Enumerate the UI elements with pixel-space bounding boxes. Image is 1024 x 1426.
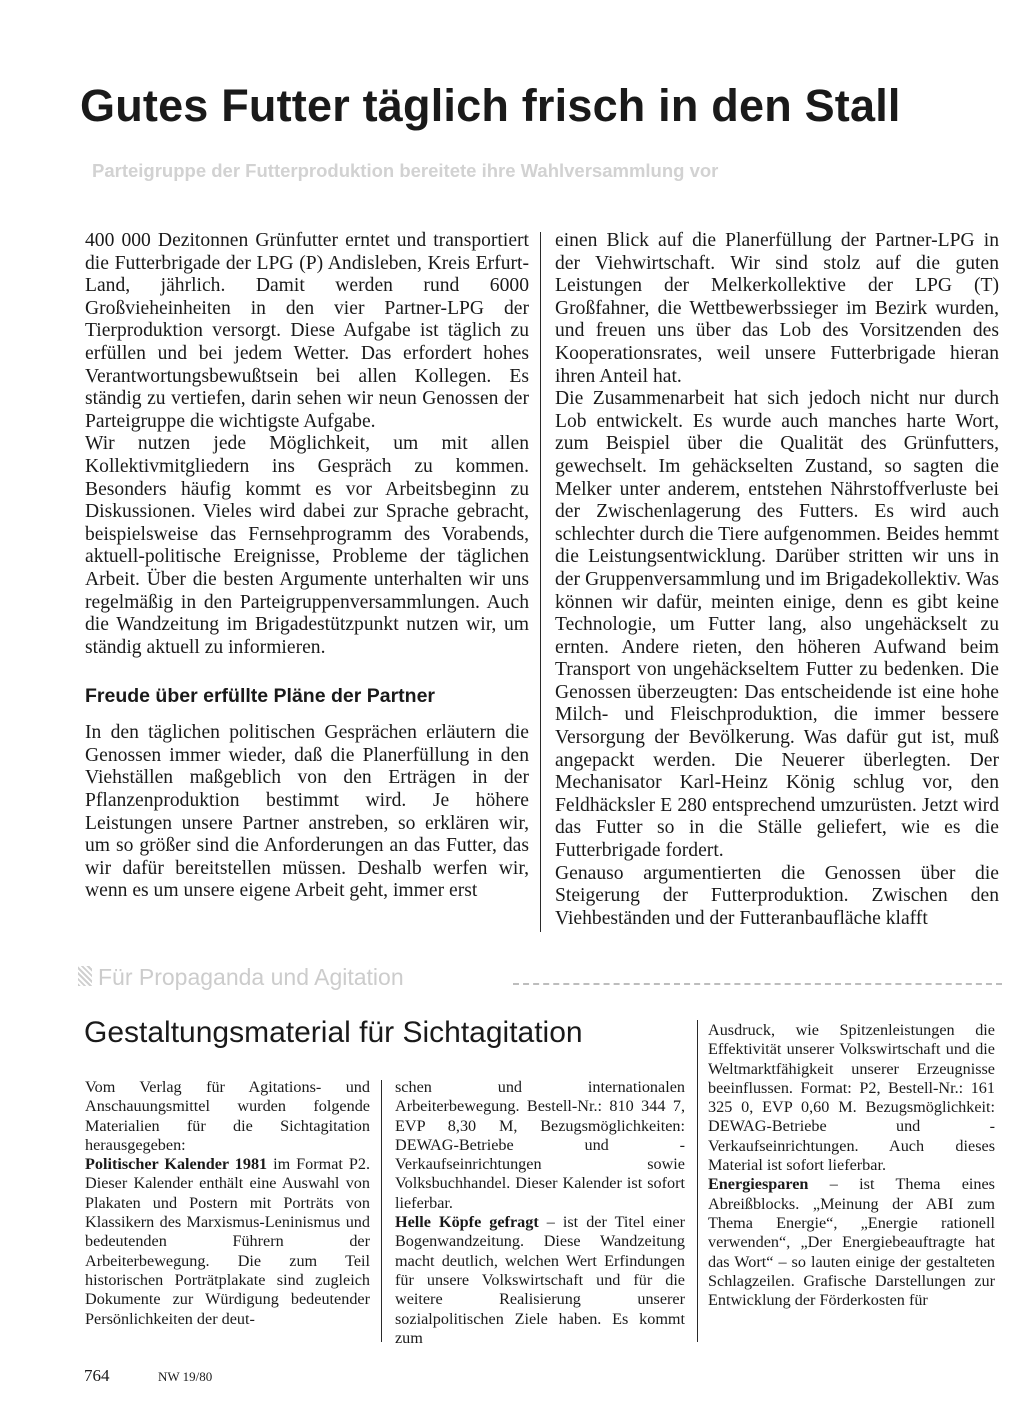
- item-title: Politischer Kalender 1981: [85, 1155, 268, 1174]
- article-column-left: [85, 230, 529, 903]
- paragraph: [395, 1213, 685, 1348]
- item-title: Energiesparen: [708, 1175, 809, 1194]
- paragraph: Ausdruck, wie Spitzenleistungen die Effektivität unserer Volkswirtschaft und die Weltmarktfähigkeit unserer Erzeugnisse beeinflussen. Format: P2, Bestell-Nr.: 161 325 0, EVP 0,60 M. Bezugsmöglichkeit: DEWAG-Betriebe und -Verkaufseinrichtungen. Auch dieses Material ist sofort lieferbar.: [708, 1021, 995, 1175]
- column-divider: [540, 232, 541, 932]
- paragraph: In den täglichen politischen Gesprächen erläutern die Genossen immer wieder, daß die Planerfüllung in den Viehställen maßgeblich von den Erträgen in der Pflanzenproduktion bestimmt wird. Je höhere Leistungen unsere Partner anstreben, so erklären wir, um so größer sind die Anforderungen an das Futter, das wir dafür bereitstellen müssen. Deshalb werfen wir, wenn es um unsere eigene Arbeit geht, immer erst: [85, 722, 529, 902]
- article-headline: Gutes Futter täglich frisch in den Stall: [80, 80, 901, 131]
- item-title: Helle Köpfe gefragt: [395, 1213, 539, 1232]
- paragraph: Genauso argumentierten die Genossen über die Steigerung der Futterproduktion. Zwischen den Viehbeständen und der Futteranbaufläche klafft: [555, 862, 999, 929]
- article2-column-1: [85, 1078, 370, 1329]
- paragraph: [85, 1155, 370, 1329]
- item-text: im Format P2. Dieser Kalender enthält eine Auswahl von Plakaten und Postern mit Porträts von Klassikern des Marxismus-Leninismus und bedeutenden Führern der Arbeiterbewegung. Die zum Teil historischen Porträtplakate sind zugleich Dokumente zur Würdigung bedeutender Persönlichkeiten der deut-: [85, 1155, 370, 1328]
- paragraph: einen Blick auf die Planerfüllung der Partner-LPG in der Viehwirtschaft. Wir sind stolz auf die guten Leistungen der Melkerkollektive der LPG (T) Großfahner, die Wettbewerbssieger im Bezirk wurden, und freuen uns über das Lob des Vorsitzenden des Kooperationsrates, weil unsere Futterbrigade hieran ihren Anteil hat.: [555, 230, 999, 387]
- page-number: 764: [84, 1366, 110, 1385]
- paragraph: Wir nutzen jede Möglichkeit, um mit allen Kollektivmitgliedern ins Gespräch zu kommen. Besonders häufig kommt es vor Arbeitsbeginn zu Diskussionen. Vieles wird dabei zur Sprache gebracht, beispielsweise das Fernsehprogramm des Vorabends, aktuell-politische Ereignisse, Probleme der täglichen Arbeit. Über die besten Argumente unterhalten wir uns regelmäßig in den Parteigruppenversammlungen. Auch die Wandzeitung im Brigadestützpunkt nutzen wir, um ständig aktuell zu informieren.: [85, 433, 529, 658]
- issue-label: NW 19/80: [158, 1369, 213, 1384]
- paragraph: Vom Verlag für Agitations- und Anschauungsmittel wurden folgende Materialien für die Sichtagitation herausgegeben:: [85, 1078, 370, 1154]
- section-rubric: [78, 962, 1002, 994]
- article-column-right: [555, 230, 999, 930]
- paragraph: Die Zusammenarbeit hat sich jedoch nicht nur durch Lob entwickelt. Es wurde auch manches harte Wort, zum Beispiel über die Qualität des Grünfutters, gewechselt. Im gehäckselten Zustand, so sagten die Melker unter anderem, entstehen Nährstoffverluste bei der Zwischenlagerung des Futters. Es wird auch schlechter durch die Tiere aufgenommen. Beides hemmt die Leistungsentwicklung. Darüber stritten wir uns in der Gruppenversammlung und im Brigadekollektiv. Was können wir dafür, meinten einige, denn es gibt keine Technologie, um Futter lang, also ungehäckselt zu ernten. Andere rieten, den höheren Aufwand beim Transport von ungehäckseltem Futter zu bedenken. Die Genossen überzeugten: Das entscheidende ist eine hohe Milch- und Fleischproduktion, die immer bessere Versorgung der Bevölkerung. Was dafür gut ist, muß angepackt werden. Die Neuerer überlegten. Der Mechanisator Karl-Heinz König schlug vor, den Feldhäcksler E 280 entsprechend umzurüsten. Jetzt wird das Futter so in die Ställe geliefert, wie es die Futterbrigade fordert.: [555, 388, 999, 862]
- article2-headline: Gestaltungsmaterial für Sichtagitation: [84, 1016, 583, 1049]
- paragraph: schen und internationalen Arbeiterbewegung. Bestell-Nr.: 810 344 7, EVP 8,30 M, Bezugsmöglichkeiten: DEWAG-Betriebe und -Verkaufseinrichtungen sowie Volksbuchhandel. Dieser Kalender ist sofort lieferbar.: [395, 1078, 685, 1212]
- column-divider: [381, 1080, 382, 1342]
- rubric-rule: [513, 983, 1002, 985]
- page-footer: [84, 1365, 484, 1388]
- column-divider: [697, 1020, 698, 1342]
- rubric-marker-icon: [78, 966, 92, 986]
- rubric-label: Für Propaganda und Agitation: [98, 964, 404, 990]
- article-subheadline: Parteigruppe der Futterproduktion bereitete ihre Wahlversammlung vor: [92, 160, 719, 181]
- article2-column-3: [708, 1021, 995, 1310]
- paragraph: [708, 1175, 995, 1310]
- item-text: – ist der Titel einer Bogenwandzeitung. Diese Wandzeitung macht deutlich, welchen Wert Erfindungen für unsere Volkswirtschaft und für die weitere Realisierung unserer sozialpolitischen Ziele haben. Es kommt zum: [395, 1213, 685, 1347]
- section-subheading: Freude über erfüllte Pläne der Partner: [85, 685, 436, 708]
- item-text: – ist Thema eines Abreißblocks. „Meinung der ABI zum Thema Energie“, „Energie rationell verwenden“, „Der Energiebeauftragte hat das Wort“ – so lauten einige der gestalteten Schlagzeilen. Grafische Darstellungen zur Entwicklung der Förderkosten für: [708, 1175, 995, 1310]
- article2-column-2: [395, 1078, 685, 1348]
- paragraph: 400 000 Dezitonnen Grünfutter erntet und transportiert die Futterbrigade der LPG (P) Andisleben, Kreis Erfurt-Land, jährlich. Damit werden rund 6000 Großvieheinheiten in den vier Partner-LPG der Tierproduktion versorgt. Diese Aufgabe ist täglich zu erfüllen und bei jedem Wetter. Das erfordert hohes Verantwortungsbewußtsein bei allen Kollegen. Es ständig zu vertiefen, darin sehen wir neun Genossen der Parteigruppe die wichtigste Aufgabe.: [85, 230, 529, 432]
